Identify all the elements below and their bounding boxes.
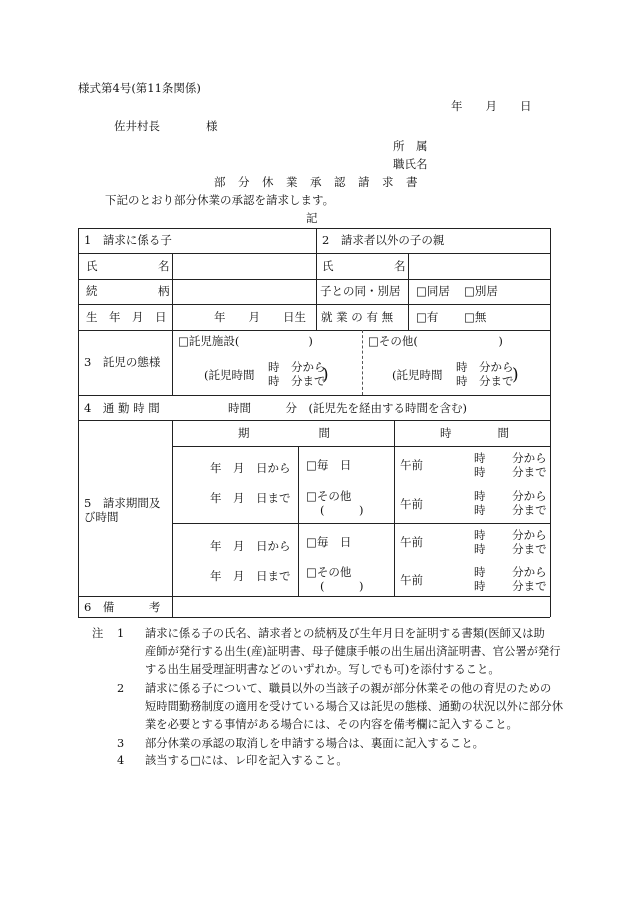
care-time-to-left: 時 分まで	[268, 374, 326, 388]
care-time-to-right: 時 分まで	[456, 374, 514, 388]
block-b-other-paren: ( )	[320, 579, 364, 593]
remarks-label: 6 備 考	[84, 600, 161, 614]
note1-line1: 請求に係る子の氏名、請求者との続柄及び生年月日を証明する書類(医師又は助	[145, 627, 545, 640]
block-b-time-from-2: 時 分から	[474, 565, 547, 579]
row-line	[78, 228, 550, 229]
col-line	[394, 420, 395, 596]
commute-value: 時間 分 (託児先を経由する時間を含む)	[228, 401, 467, 415]
note1-line3: する出生届受理証明書などのいずれか。写しでも可)を添付すること。	[145, 663, 500, 676]
care-time-from-right: 時 分から	[456, 360, 514, 374]
block-b-daily-checkbox[interactable]: □毎 日	[306, 535, 352, 549]
department-label: 所 属	[393, 139, 428, 153]
period-label: 5 請求期間及び時間	[84, 496, 161, 524]
form-number: 様式第4号(第11条関係)	[78, 81, 201, 95]
col-line	[172, 330, 173, 395]
intro-text: 下記のとおり部分休業の承認を請求します。	[105, 193, 335, 207]
care-time-label-right: (託児時間	[392, 368, 443, 382]
row-line	[78, 304, 550, 305]
period-b-to: 年 月 日まで	[210, 569, 291, 583]
block-b-am-1: 午前	[400, 535, 423, 549]
document-title: 部 分 休 業 承 認 請 求 書	[214, 175, 418, 189]
request-form-table	[78, 228, 550, 617]
row-line	[78, 617, 550, 618]
block-a-other-checkbox[interactable]: □その他	[306, 489, 352, 503]
period-header: 期 間	[238, 426, 330, 440]
note1-line2: 産師が発行する出生(産)証明書、母子健康手帳の出生届出済証明書、官公署が発行	[145, 645, 561, 658]
cohabitation-separate-checkbox[interactable]: □別居	[464, 284, 498, 298]
date-line: 年 月 日	[451, 99, 532, 113]
row-line	[78, 279, 550, 280]
period-a-from: 年 月 日から	[210, 461, 291, 475]
col-line	[316, 228, 317, 330]
block-b-other-checkbox[interactable]: □その他	[306, 565, 352, 579]
note1-number: 1	[117, 627, 125, 640]
care-time-from-left: 時 分から	[268, 360, 326, 374]
block-a-time-from-2: 時 分から	[474, 489, 547, 503]
close-paren-left: )	[322, 365, 329, 385]
col-line	[172, 420, 173, 617]
name-title-label: 職氏名	[393, 157, 428, 171]
note2-line1: 請求に係る子について、職員以外の当該子の親が部分休業その他の育児のための	[145, 682, 552, 695]
employment-no-checkbox[interactable]: □無	[464, 310, 487, 324]
row-line	[78, 253, 550, 254]
note3-number: 3	[117, 737, 125, 750]
period-b-from: 年 月 日から	[210, 539, 291, 553]
childcare-label: 3 託児の態様	[84, 355, 161, 369]
childcare-other-checkbox[interactable]: □その他( )	[368, 334, 503, 348]
parent-name-label-1: 氏	[322, 259, 334, 273]
note4-number: 4	[117, 754, 125, 767]
time-header: 時 間	[440, 426, 509, 440]
block-a-other-paren: ( )	[320, 503, 364, 517]
close-paren-right: )	[512, 365, 519, 385]
section2-label: 2 請求者以外の子の親	[322, 233, 445, 247]
employment-label: 就 業 の 有 無	[321, 310, 394, 324]
childcare-facility-checkbox[interactable]: □託児施設( )	[178, 334, 313, 348]
note4-text: 該当する□には、レ印を記入すること。	[145, 754, 348, 767]
cohabitation-label: 子との同・別居	[320, 284, 401, 298]
row-line	[78, 330, 550, 331]
row-line	[172, 446, 550, 447]
block-b-am-2: 午前	[400, 573, 423, 587]
parent-name-label-2: 名	[394, 259, 406, 273]
note-lead: 注	[92, 627, 104, 640]
addressee: 佐井村長 様	[114, 119, 218, 133]
employment-yes-checkbox[interactable]: □有	[416, 310, 439, 324]
block-b-time-from-1: 時 分から	[474, 528, 547, 542]
col-line	[408, 253, 409, 330]
dob-label: 生 年 月 日	[86, 310, 167, 324]
child-name-label-1: 氏	[86, 259, 98, 273]
block-a-am-1: 午前	[400, 458, 423, 472]
relationship-label-1: 続	[86, 284, 98, 298]
period-a-to: 年 月 日まで	[210, 491, 291, 505]
section1-label: 1 請求に係る子	[84, 233, 172, 247]
note2-number: 2	[117, 682, 125, 695]
row-line	[78, 395, 550, 396]
dob-value: 年 月 日生	[214, 310, 306, 324]
block-a-time-to-1: 時 分まで	[474, 465, 547, 479]
block-b-time-to-1: 時 分まで	[474, 542, 547, 556]
note3-text: 部分休業の承認の取消しを申請する場合は、裏面に記入すること。	[145, 737, 484, 750]
block-a-daily-checkbox[interactable]: □毎 日	[306, 458, 352, 472]
col-line	[298, 446, 299, 596]
block-a-time-to-2: 時 分まで	[474, 503, 547, 517]
ki-label: 記	[306, 211, 318, 225]
dashed-divider	[362, 330, 363, 395]
cohabitation-same-checkbox[interactable]: □同居	[416, 284, 450, 298]
row-line	[78, 420, 550, 421]
block-a-am-2: 午前	[400, 497, 423, 511]
col-line	[172, 253, 173, 330]
commute-label: 4 通 勤 時 間	[84, 401, 160, 415]
block-a-time-from-1: 時 分から	[474, 451, 547, 465]
block-b-time-to-2: 時 分まで	[474, 579, 547, 593]
col-line	[78, 228, 79, 617]
row-line	[172, 523, 550, 524]
child-name-label-2: 名	[158, 259, 170, 273]
row-line	[78, 596, 550, 597]
note2-line3: 業を必要とする事情がある場合には、その内容を備考欄に記入すること。	[145, 718, 518, 731]
col-line	[550, 228, 551, 617]
care-time-label-left: (託児時間	[204, 368, 255, 382]
note2-line2: 短時間勤務制度の適用を受けている場合又は託児の態様、通勤の状況以外に部分休	[145, 700, 563, 713]
relationship-label-2: 柄	[158, 284, 170, 298]
